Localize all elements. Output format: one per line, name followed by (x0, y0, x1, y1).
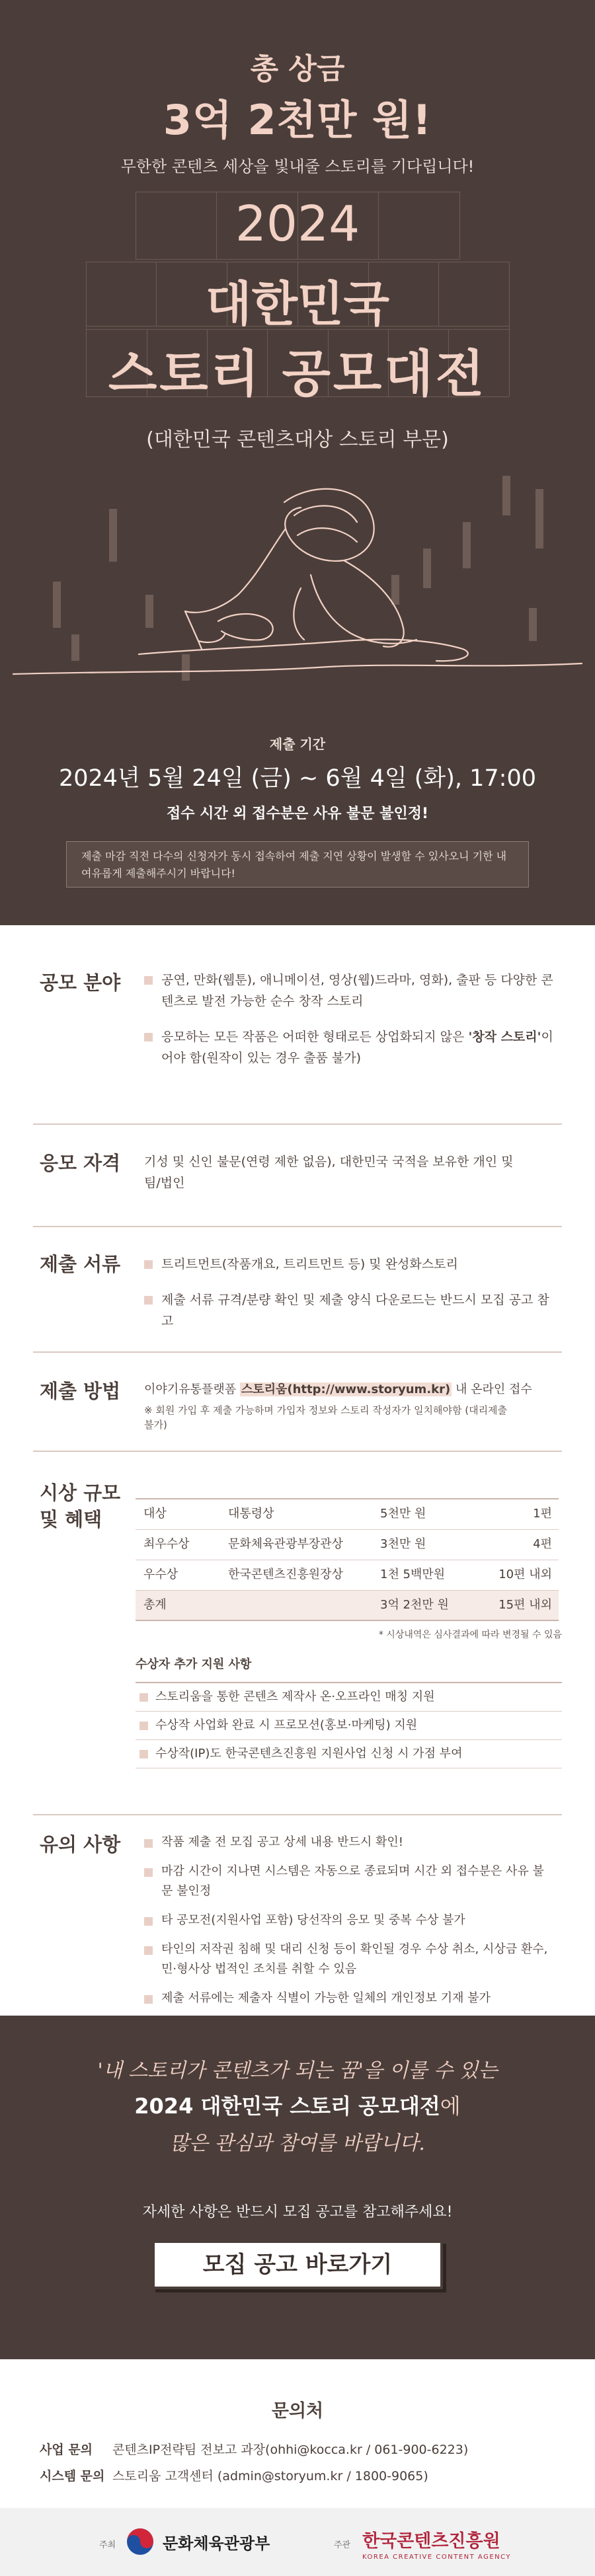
table-row (136, 1529, 559, 1560)
prize-amount: 3억 2천만 원! (163, 96, 432, 144)
award-table (136, 1498, 559, 1621)
taegeuk-icon (126, 2527, 155, 2556)
section-title: 응모 자격 (40, 1152, 121, 1174)
subtitle: (대한민국 콘텐츠대상 스토리 부문) (146, 428, 449, 451)
section-method (33, 1351, 562, 1451)
section-title: 공모 분야 (40, 971, 121, 994)
text: 에 (440, 2094, 461, 2119)
cell: 문화체육관광부장관상 (228, 1529, 380, 1560)
deadline-warning: 접수 시간 외 접수분은 사유 불문 불인정! (166, 806, 429, 822)
cell: 3천만 원 (380, 1529, 486, 1560)
cell: 우수상 (136, 1560, 228, 1590)
table-row (136, 1560, 559, 1590)
list-item: 트리트먼트(작품개요, 트리트먼트 등) 및 완성화스토리 (144, 1254, 554, 1275)
section-title (40, 1480, 120, 1533)
cta-line2 (0, 2090, 595, 2120)
title-year: 2024 (235, 196, 360, 252)
list-item (144, 1026, 554, 1069)
organizer-logo (362, 2526, 511, 2561)
cta-note: 자세한 사항은 반드시 모집 공고를 참고해주세요! (142, 2204, 453, 2220)
view-announcement-button[interactable]: 모집 공고 바로가기 (152, 2240, 443, 2289)
contact-label: 사업 문의 (40, 2443, 93, 2457)
cell: 5천만 원 (380, 1499, 486, 1529)
text: 응모하는 모든 작품은 어떠한 형태로든 상업화되지 않은 (161, 1030, 465, 1044)
title-line1: 대한민국 (205, 276, 390, 332)
footer (0, 2508, 595, 2576)
section-cautions (33, 1814, 562, 2012)
section-body (144, 1833, 554, 2018)
section-body (144, 1254, 554, 1346)
cell: 한국콘텐츠진흥원장상 (228, 1560, 380, 1590)
deadline-notice: 제출 마감 직전 다수의 신청자가 동시 접속하여 제출 지연 상황이 발생할 수 있사오니 기한 내 여유롭게 제출해주시기 바랍니다! (66, 841, 529, 888)
cell: 4편 (486, 1529, 559, 1560)
cell: 3억 2천만 원 (380, 1590, 486, 1620)
list-item: 마감 시간이 지나면 시스템은 자동으로 종료되며 시간 외 접수분은 사유 불문 불인정 (144, 1862, 554, 1901)
text: 이야기유통플랫폼 (144, 1383, 237, 1396)
section-body (144, 969, 554, 1083)
writer-illustration (0, 476, 595, 694)
section-title: 제출 방법 (40, 1380, 121, 1402)
section-body (144, 1379, 554, 1432)
method-note: ※ 회원 가입 후 제출 가능하며 가입자 정보와 스토리 작성자가 일치해야함 (대리제출 불가) (144, 1404, 508, 1431)
contact-section (0, 2359, 595, 2508)
contact-label: 시스템 문의 (40, 2469, 105, 2483)
list-item: 작품 제출 전 모집 공고 상세 내용 반드시 확인! (144, 1833, 554, 1852)
section-eligibility (33, 1123, 562, 1226)
contact-value: 스토리움 고객센터 (admin@storyum.kr / 1800-9065) (112, 2469, 428, 2483)
organizer-name: 한국콘텐츠진흥원 (362, 2531, 500, 2552)
cell: 1천 5백만원 (380, 1560, 486, 1590)
section-awards (33, 1451, 562, 1814)
hero-banner (0, 0, 595, 925)
contact-title: 문의처 (271, 2401, 324, 2421)
cell: 15편 내외 (486, 1590, 559, 1620)
cell: 최우수상 (136, 1529, 228, 1560)
table-row-total (136, 1590, 559, 1620)
list-item: 공연, 만화(웹툰), 애니메이션, 영상(웹)드라마, 영화), 출판 등 다양한 콘텐츠로 발전 가능한 순수 창작 스토리 (144, 969, 554, 1012)
list-item: 제출 서류 규격/분량 확인 및 제출 양식 다운로드는 반드시 모집 공고 참고 (144, 1289, 554, 1332)
title-line: 시상 규모 (40, 1482, 121, 1504)
section-field (33, 962, 562, 1120)
contact-system (40, 2466, 428, 2484)
cta-line1: '내 스토리가 콘텐츠가 되는 꿈'을 이룰 수 있는 (97, 2059, 498, 2082)
organizer-label: 주관 (334, 2540, 351, 2550)
list-item: 수상작(IP)도 한국콘텐츠진흥원 지원사업 신청 시 가점 부여 (136, 1740, 562, 1768)
list-item: 제출 서류에는 제출자 식별이 가능한 일체의 개인정보 기재 불가 (144, 1989, 554, 2008)
prize-label: 총 상금 (250, 52, 345, 86)
list-item: 타인의 저작권 침해 및 대리 신청 등이 확인될 경우 수상 취소, 시상금 환수, 민·형사상 법적인 조치를 취할 수 있음 (144, 1940, 554, 1979)
emphasis-text: 2024 대한민국 스토리 공모대전 (134, 2094, 440, 2119)
section-title: 제출 서류 (40, 1253, 121, 1275)
title-line2: 스토리 공모대전 (108, 344, 487, 403)
storyum-link[interactable]: 스토리움(http://www.storyum.kr) (241, 1383, 451, 1396)
organizer-sub: KOREA CREATIVE CONTENT AGENCY (362, 2554, 512, 2561)
list-item: 수상작 사업화 완료 시 프로모션(홍보·마케팅) 지원 (136, 1712, 562, 1740)
contact-value: 콘텐츠IP전략팀 전보고 과장(ohhi@kocca.kr / 061-900-6223) (112, 2443, 469, 2457)
section-title: 유의 사항 (40, 1833, 121, 1856)
section-body (136, 1498, 562, 1768)
title-line: 및 혜택 (40, 1508, 102, 1531)
list-item: 타 공모전(지원사업 포함) 당선작의 응모 및 중복 수상 불가 (144, 1911, 554, 1930)
list-item: 스토리움을 통한 콘텐츠 제작사 온·오프라인 매칭 지원 (136, 1683, 562, 1712)
deadline-label: 제출 기간 (269, 736, 326, 752)
cta-banner (0, 2016, 595, 2359)
cell: 대상 (136, 1499, 228, 1529)
cta-line3: 많은 관심과 참여를 바랍니다. (170, 2132, 425, 2155)
host-label: 주최 (99, 2540, 116, 2550)
table-row (136, 1499, 559, 1529)
text: 이어야 함(원작이 있는 경우 출품 불가) (161, 1030, 553, 1065)
cell: 1편 (486, 1499, 559, 1529)
contact-business (40, 2440, 468, 2458)
extra-support-title: 수상자 추가 지원 사항 (136, 1657, 252, 1671)
emphasis-text: '창작 스토리' (468, 1030, 541, 1044)
extra-support-list (136, 1682, 562, 1768)
section-documents (33, 1226, 562, 1351)
cell: 총계 (136, 1590, 228, 1620)
tagline: 무한한 콘텐츠 세상을 빛내줄 스토리를 기다립니다! (120, 157, 475, 176)
deadline-dates: 2024년 5월 24일 (금) ~ 6월 4일 (화), 17:00 (58, 765, 537, 792)
cell (228, 1590, 380, 1620)
award-footnote: * 시상내역은 심사결과에 따라 변경될 수 있음 (378, 1630, 562, 1640)
cell: 대통령상 (228, 1499, 380, 1529)
host-name: 문화체육관광부 (163, 2534, 270, 2553)
section-body: 기성 및 신인 불문(연령 제한 없음), 대한민국 국적을 보유한 개인 및 팀/법인 (144, 1155, 514, 1190)
text: 내 온라인 접수 (455, 1383, 532, 1396)
host-logo (126, 2526, 270, 2557)
cell: 10편 내외 (486, 1560, 559, 1590)
